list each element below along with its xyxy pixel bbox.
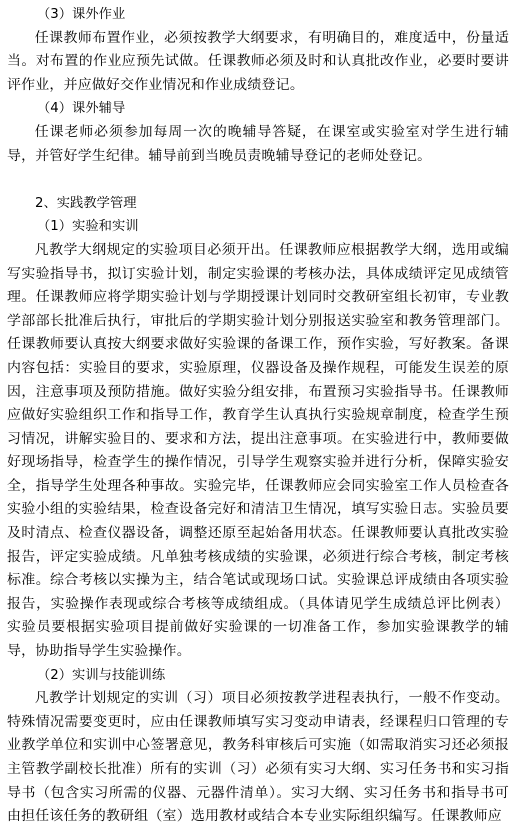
- homework-heading: （3）课外作业: [37, 7, 126, 22]
- training-heading: （2）实训与技能训练: [37, 667, 166, 683]
- homework-paragraph: 任课教师布置作业，必须按教学大纲要求，有明确目的，难度适中，份量适当。对布置的作业应预先试做。任课教师必须及时和认真批改作业，必要时要讲评作业，并应做好交作业情况和作业成绩登记。: [7, 29, 509, 93]
- blank-line: [7, 168, 509, 192]
- experiment-paragraph: 凡教学大纲规定的实验项目必须开出。任课教师应根据教学大纲，选用或编写实验指导书，拟订实验计划，制定实验课的考核办法，具体成绩评定见成绩管理。任课教师应将学期实验计划与学期授课计划同时交教研室组长初审，专业教学部部长批准后执行，审批后的学期实验计划分别报送实验室和教务管理部门。任课教师要认真按大纲要求做好实验课的备课工作，预作实验，写好教案。备课内容包括：实验目的要求，实验原理，仪器设备及操作规程，可能发生误差的原因，注意事项及预防措施。做好实验分组安排，布置预习实验指导书。任课教师应做好实验组织工作和指导工作，教育学生认真执行实验规章制度，检查学生预习情况，讲解实验目的、要求和方法，提出注意事项。在实验进行中，教师要做好现场指导，检查学生的操作情况，引导学生观察实验并进行分析，保障实验安全，指导学生处理各种事故。实验完毕，任课教师应会同实验室工作人员检查各实验小组的实验结果，检查设备完好和清洁卫生情况，填写实验日志。实验员要及时清点、检查仪器设备，调整还原至起始备用状态。任课教师要认真批改实验报告，评定实验成绩。凡单独考核成绩的实验课，必须进行综合考核，制定考核标准。综合考核以实操为主，结合笔试或现场口试。实验课总评成绩由各项实验报告，实验操作表现或综合考核等成绩组成。（具体请见学生成绩总评比例表）实验员要根据实验项目提前做好实验课的一切准备工作，参加实验课教学的辅导，协助指导学生实验操作。: [7, 241, 509, 660]
- tutoring-heading: （4）课外辅导: [37, 101, 126, 117]
- training-paragraph: 凡教学计划规定的实训（习）项目必须按教学进程表执行，一般不作变动。特殊情况需要变更时，应由任课教师填写实习变动申请表，经课程归口管理的专业教学单位和实训中心签署意见，教务科审核后可实施（如需取消实习还必须报主管教学副校长批准）所有的实训（习）必须有实习大纲、实习任务书和实习指导书（包含实习所需的仪器、元器件清单）。实习大纲、实习任务书和指导书可由担任该任务的教研组（室）选用教材或结合本专业实际组织编写。任课教师应: [7, 690, 509, 825]
- practice-section-heading: 2、实践教学管理: [35, 195, 137, 211]
- experiment-heading: （1）实验和实训: [37, 219, 139, 235]
- tutoring-paragraph: 任课老师必须参加每周一次的晚辅导答疑，在课室或实验室对学生进行辅导，并管好学生纪律。辅导前到当晚员责晚辅导登记的老师处登记。: [7, 123, 509, 164]
